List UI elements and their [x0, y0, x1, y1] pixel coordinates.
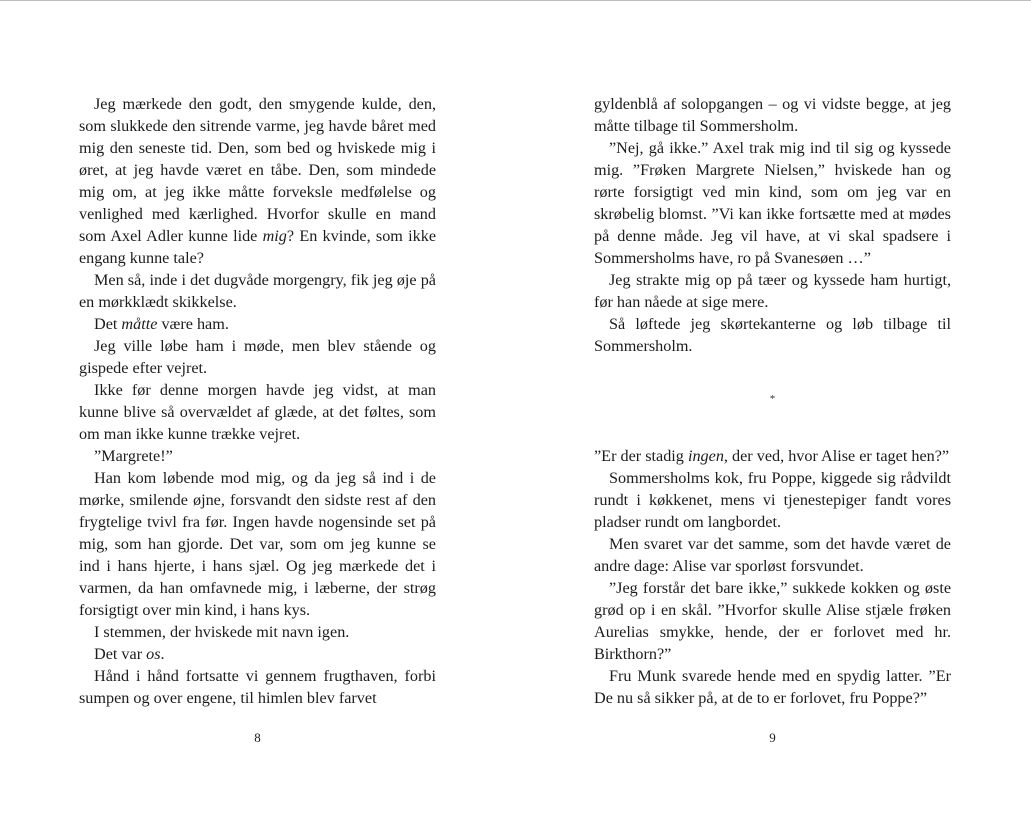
text-run: ”Nej, gå ikke.” Axel trak mig ind til sig og kyssede mig. ”Frøken Margrete Nielsen,” hviskede han og rørte forsigtigt ved min kind, som om jeg var en skrøbelig blomst. ”Vi kan ikke fortsætte med at mødes på denne måde. Jeg vil have, at vi skal spadsere i Sommersholms have, ro på Svanesøen …”	[594, 139, 951, 267]
paragraph	[79, 269, 436, 313]
paragraph	[594, 533, 951, 577]
text-run: ? En kvinde, som ikke engang kunne tale?	[79, 227, 437, 267]
text-run: Men svaret var det samme, som det havde været de andre dage: Alise var sporløst forsvundet.	[594, 535, 951, 575]
text-run: , der ved, hvor Alise er taget hen?”	[723, 447, 950, 465]
paragraph	[594, 137, 951, 269]
right-page-section-2	[594, 445, 951, 709]
paragraph	[79, 335, 436, 379]
text-run: Sommersholms kok, fru Poppe, kiggede sig rådvildt rundt i køkkenet, mens vi tjenestepiger fandt vores pladser rundt om langbordet.	[594, 469, 951, 531]
text-run: ”Margrete!”	[94, 447, 173, 465]
top-border-line	[0, 0, 1031, 1]
paragraph	[594, 445, 951, 467]
text-run: Jeg ville løbe ham i møde, men blev stående og gispede efter vejret.	[79, 337, 436, 377]
text-run: Fru Munk svarede hende med en spydig latter. ”Er De nu så sikker på, at de to er forlovet, fru Poppe?”	[594, 667, 951, 707]
paragraph	[79, 445, 436, 467]
paragraph	[594, 665, 951, 709]
text-run: Ikke før denne morgen havde jeg vidst, at man kunne blive så overvældet af glæde, at det føltes, som om man ikke kunne trække vejret.	[79, 381, 436, 443]
left-page-text	[79, 93, 436, 709]
text-run: ”Er der stadig	[594, 447, 688, 465]
paragraph	[79, 93, 436, 269]
text-run: Så løftede jeg skørtekanterne og løb tilbage til Sommersholm.	[594, 315, 951, 355]
text-run: Det var	[94, 645, 147, 663]
paragraph	[594, 93, 951, 137]
text-run: Hånd i hånd fortsatte vi gennem frugthaven, forbi sumpen og over engene, til himlen blev farvet	[79, 667, 436, 707]
scene-break	[594, 357, 951, 445]
text-run: ”Jeg forstår det bare ikke,” sukkede kokken og øste grød op i en skål. ”Hvorfor skulle Alise stjæle frøken Aurelias smykke, hende, der er forlovet med hr. Birkthorn?”	[594, 579, 951, 663]
text-run: .	[160, 645, 165, 663]
text-run: Jeg mærkede den godt, den smygende kulde, den, som slukkede den sitrende varme, jeg havde båret med mig den seneste tid. Den, som bed og hviskede mig i øret, at jeg havde været en tåbe. Den, som mindede mig om, at jeg ikke måtte forveksle medfølelse og venlighed med kærlighed. Hvorfor skulle en mand som Axel Adler kunne lide	[79, 95, 436, 245]
text-run: Det	[94, 315, 122, 333]
paragraph	[594, 313, 951, 357]
paragraph	[594, 467, 951, 533]
paragraph	[79, 621, 436, 643]
text-run: Han kom løbende mod mig, og da jeg så ind i de mørke, smilende øjne, forsvandt den sidste rest af den frygtelige tvivl fra før. Ingen havde nogensinde set på mig, som han gjorde. Det var, som om jeg kunne se ind i hans hjerte, i hans sjæl. Og jeg mærkede det i varmen, da han omfavnede mig, i læberne, der strøg forsigtigt over min kind, i hans kys.	[79, 469, 436, 619]
italic-text: ingen	[687, 447, 724, 465]
text-run: gyldenblå af solopgangen – og vi vidste begge, at jeg måtte tilbage til Sommersholm.	[594, 95, 951, 135]
paragraph	[594, 577, 951, 665]
right-page-section-1	[594, 93, 951, 357]
page-number-right: 9	[769, 730, 776, 745]
paragraph	[79, 643, 436, 665]
text-run: være ham.	[157, 315, 229, 333]
right-page-text	[594, 93, 951, 709]
page-number-left: 8	[254, 730, 261, 745]
paragraph	[594, 269, 951, 313]
scene-break-asterisk: *	[769, 393, 776, 405]
italic-text: måtte	[121, 315, 158, 333]
paragraph	[79, 313, 436, 335]
text-run: Men så, inde i det dugvåde morgengry, fik jeg øje på en mørkklædt skikkelse.	[79, 271, 436, 311]
text-run: I stemmen, der hviskede mit navn igen.	[94, 623, 350, 641]
italic-text: mig	[262, 227, 287, 245]
paragraph	[79, 379, 436, 445]
text-run: Jeg strakte mig op på tæer og kyssede ham hurtigt, før han nåede at sige mere.	[594, 271, 951, 311]
italic-text: os	[146, 645, 161, 663]
paragraph	[79, 467, 436, 621]
paragraph	[79, 665, 436, 709]
